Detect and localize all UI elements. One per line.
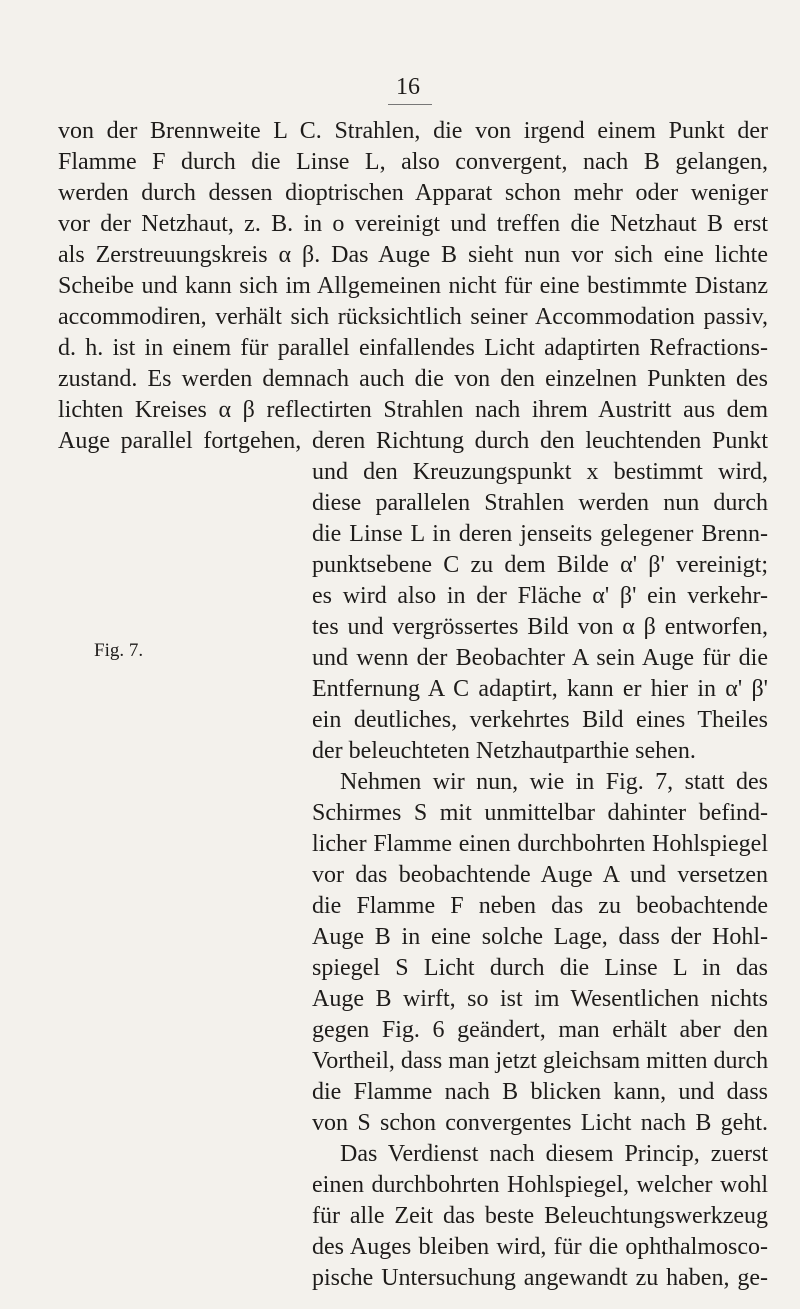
page-number: 16 <box>396 74 420 100</box>
text-line-9: zustand. Es werden demnach auch die von den einzelnen Punkten des <box>58 366 768 392</box>
text-line-28: spiegel S Licht durch die Linse L in das <box>312 955 768 981</box>
text-line-17: tes und vergrössertes Bild von α β entworfen, <box>312 614 768 640</box>
text-line-18: und wenn der Beobachter A sein Auge für die <box>312 645 768 671</box>
text-line-25: vor das beobachtende Auge A und versetzen <box>312 862 768 888</box>
text-line-22: Nehmen wir nun, wie in Fig. 7, statt des <box>340 769 768 795</box>
text-line-12: und den Kreuzungspunkt x bestimmt wird, <box>312 459 768 485</box>
text-line-11: Auge parallel fortgehen, deren Richtung durch den leuchtenden Punkt <box>58 428 768 454</box>
text-line-3: werden durch dessen dioptrischen Apparat schon mehr oder weniger <box>58 180 768 206</box>
text-line-29: Auge B wirft, so ist im Wesentlichen nichts <box>312 986 768 1012</box>
text-line-35: einen durchbohrten Hohlspiegel, welcher wohl <box>312 1172 768 1198</box>
text-line-32: die Flamme nach B blicken kann, und dass <box>312 1079 768 1105</box>
text-line-6: Scheibe und kann sich im Allgemeinen nicht für eine bestimmte Distanz <box>58 273 768 299</box>
text-line-31: Vortheil, dass man jetzt gleichsam mitten durch <box>312 1048 769 1074</box>
text-line-27: Auge B in eine solche Lage, dass der Hohl- <box>312 924 768 950</box>
text-line-7: accommodiren, verhält sich rücksichtlich seiner Accommodation passiv, <box>58 304 768 330</box>
text-line-37: des Auges bleiben wird, für die ophthalmosco- <box>312 1234 768 1260</box>
text-line-16: es wird also in der Fläche α' β' ein verkehr- <box>312 583 768 609</box>
text-line-15: punktsebene C zu dem Bilde α' β' vereinigt; <box>312 552 768 578</box>
text-line-21: der beleuchteten Netzhautparthie sehen. <box>312 738 696 764</box>
text-line-4: vor der Netzhaut, z. B. in o vereinigt und treffen die Netzhaut B erst <box>58 211 768 237</box>
text-line-30: gegen Fig. 6 geändert, man erhält aber den <box>312 1017 768 1043</box>
text-line-20: ein deutliches, verkehrtes Bild eines Theiles <box>312 707 768 733</box>
figure-label: Fig. 7. <box>94 640 144 661</box>
text-line-10: lichten Kreises α β reflectirten Strahlen nach ihrem Austritt aus dem <box>58 397 768 423</box>
text-line-26: die Flamme F neben das zu beobachtende <box>312 893 768 919</box>
text-line-8: d. h. ist in einem für parallel einfallendes Licht adaptirten Refractions- <box>58 335 768 361</box>
figure-7-diagram <box>52 660 302 910</box>
text-line-2: Flamme F durch die Linse L, also convergent, nach B gelangen, <box>58 149 768 175</box>
text-line-1: von der Brennweite L C. Strahlen, die von irgend einem Punkt der <box>58 118 768 144</box>
text-line-19: Entfernung A C adaptirt, kann er hier in α' β' <box>312 676 768 702</box>
text-line-23: Schirmes S mit unmittelbar dahinter befind- <box>312 800 768 826</box>
text-line-36: für alle Zeit das beste Beleuchtungswerkzeug <box>312 1203 768 1229</box>
text-line-5: als Zerstreuungskreis α β. Das Auge B sieht nun vor sich eine lichte <box>58 242 768 268</box>
text-line-38: pische Untersuchung angewandt zu haben, ge- <box>312 1265 768 1291</box>
text-line-13: diese parallelen Strahlen werden nun durch <box>312 490 768 516</box>
text-line-33: von S schon convergentes Licht nach B geht. <box>312 1110 768 1136</box>
text-line-24: licher Flamme einen durchbohrten Hohlspiegel <box>312 831 768 857</box>
text-line-34: Das Verdienst nach diesem Princip, zuerst <box>340 1141 768 1167</box>
page-number-rule <box>388 104 432 105</box>
text-line-14: die Linse L in deren jenseits gelegener Brenn- <box>312 521 768 547</box>
